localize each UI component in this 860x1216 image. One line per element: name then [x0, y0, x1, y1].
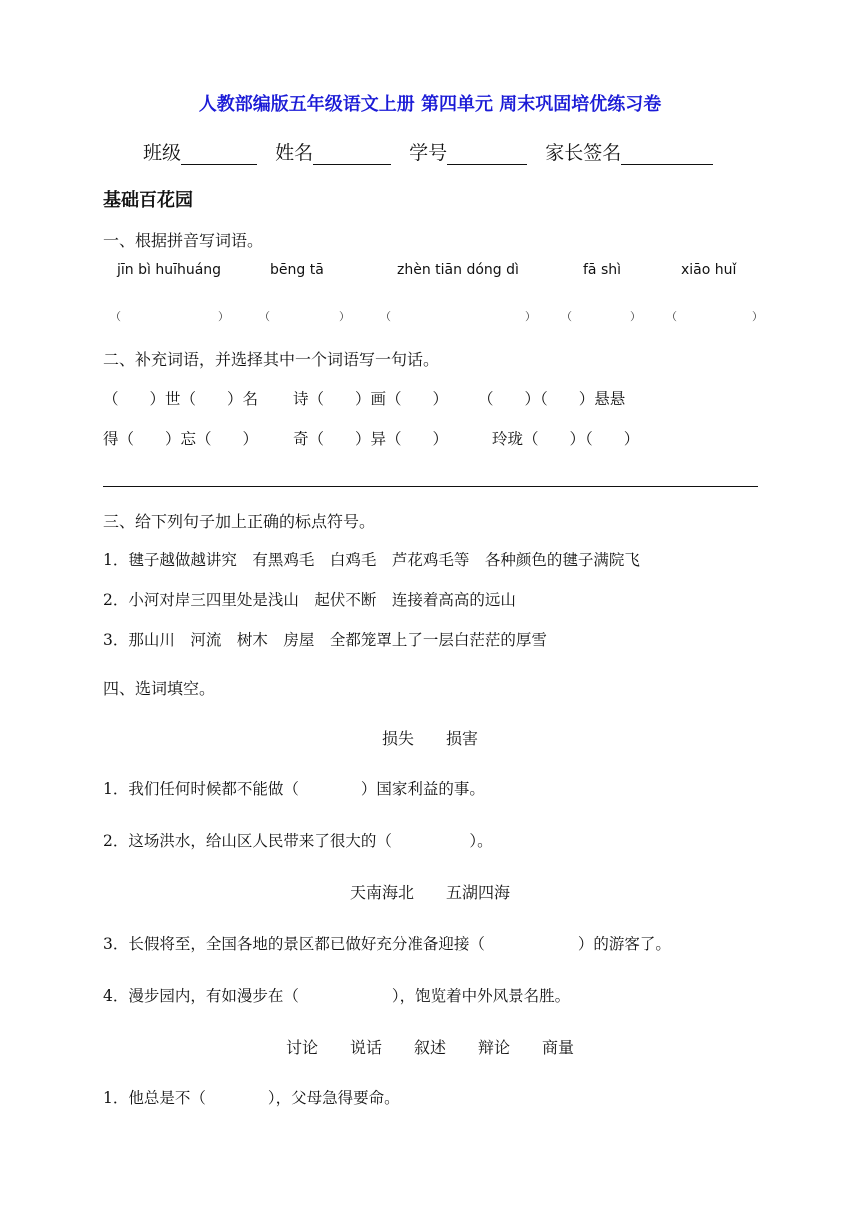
answer-paren-3-open: （	[380, 310, 391, 323]
question-2-heading: 二、补充词语，并选择其中一个词语写一句话。	[103, 350, 440, 369]
pinyin-3: zhèn tiān dóng dì	[397, 262, 519, 278]
punctuation-sentence-2: 2．小河对岸三四里处是浅山 起伏不断 连接着高高的远山	[103, 591, 516, 609]
fill-sentence-5: 1．他总是不（ ），父母急得要命。	[103, 1089, 400, 1107]
answer-paren-1-close: ）	[218, 310, 229, 323]
id-label: 学号	[409, 142, 448, 164]
class-blank	[181, 144, 257, 165]
idiom-4: 得（ ）忘（ ）	[103, 430, 259, 448]
parent-signature-label: 家长签名	[545, 142, 622, 164]
sentence-writing-line	[103, 486, 758, 487]
class-label: 班级	[143, 142, 182, 164]
fill-sentence-3: 3．长假将至，全国各地的景区都已做好充分准备迎接（ ）的游客了。	[103, 935, 671, 953]
idiom-2: 诗（ ）画（ ）	[293, 390, 449, 408]
name-label: 姓名	[275, 142, 314, 164]
answer-paren-4-close: ）	[630, 310, 641, 323]
answer-paren-2-open: （	[259, 310, 270, 323]
fill-sentence-4: 4．漫步园内，有如漫步在（ ），饱览着中外风景名胜。	[103, 987, 571, 1005]
answer-paren-5-close: ）	[752, 310, 763, 323]
fill-sentence-1: 1．我们任何时候都不能做（ ）国家利益的事。	[103, 780, 485, 798]
student-info-line	[143, 138, 725, 165]
id-blank	[447, 144, 527, 165]
answer-paren-3-close: ）	[525, 310, 536, 323]
answer-paren-5-open: （	[666, 310, 677, 323]
pinyin-4: fā shì	[583, 262, 622, 278]
idiom-5: 奇（ ）异（ ）	[293, 430, 449, 448]
idiom-6: 玲珑（ ）（ ）	[492, 430, 640, 448]
word-choice-group-1: 损失 损害	[381, 729, 478, 748]
fill-sentence-2: 2．这场洪水，给山区人民带来了很大的（ ）。	[103, 832, 493, 850]
section-title: 基础百花园	[103, 190, 193, 211]
word-choice-group-3: 讨论 说话 叙述 辩论 商量	[285, 1038, 574, 1057]
answer-paren-2-close: ）	[339, 310, 350, 323]
idiom-3: （ ）（ ）悬悬	[478, 390, 626, 408]
pinyin-1: jīn bì huīhuáng	[117, 262, 222, 278]
punctuation-sentence-1: 1．毽子越做越讲究 有黑鸡毛 白鸡毛 芦花鸡毛等 各种颜色的毽子满院飞	[103, 551, 640, 569]
page-title: 人教部编版五年级语文上册 第四单元 周末巩固培优练习卷	[198, 94, 662, 115]
word-choice-group-2: 天南海北 五湖四海	[349, 883, 510, 902]
pinyin-5: xiāo huǐ	[681, 262, 737, 278]
answer-paren-1-open: （	[110, 310, 121, 323]
idiom-1: （ ）世（ ）名	[103, 390, 259, 408]
question-3-heading: 三、给下列句子加上正确的标点符号。	[103, 512, 376, 531]
pinyin-2: bēng tā	[270, 262, 324, 278]
parent-signature-blank	[621, 144, 713, 165]
name-blank	[313, 144, 391, 165]
question-1-heading: 一、根据拼音写词语。	[103, 231, 264, 250]
question-4-heading: 四、选词填空。	[103, 679, 216, 698]
punctuation-sentence-3: 3．那山川 河流 树木 房屋 全都笼罩上了一层白茫茫的厚雪	[103, 631, 547, 649]
answer-paren-4-open: （	[561, 310, 572, 323]
